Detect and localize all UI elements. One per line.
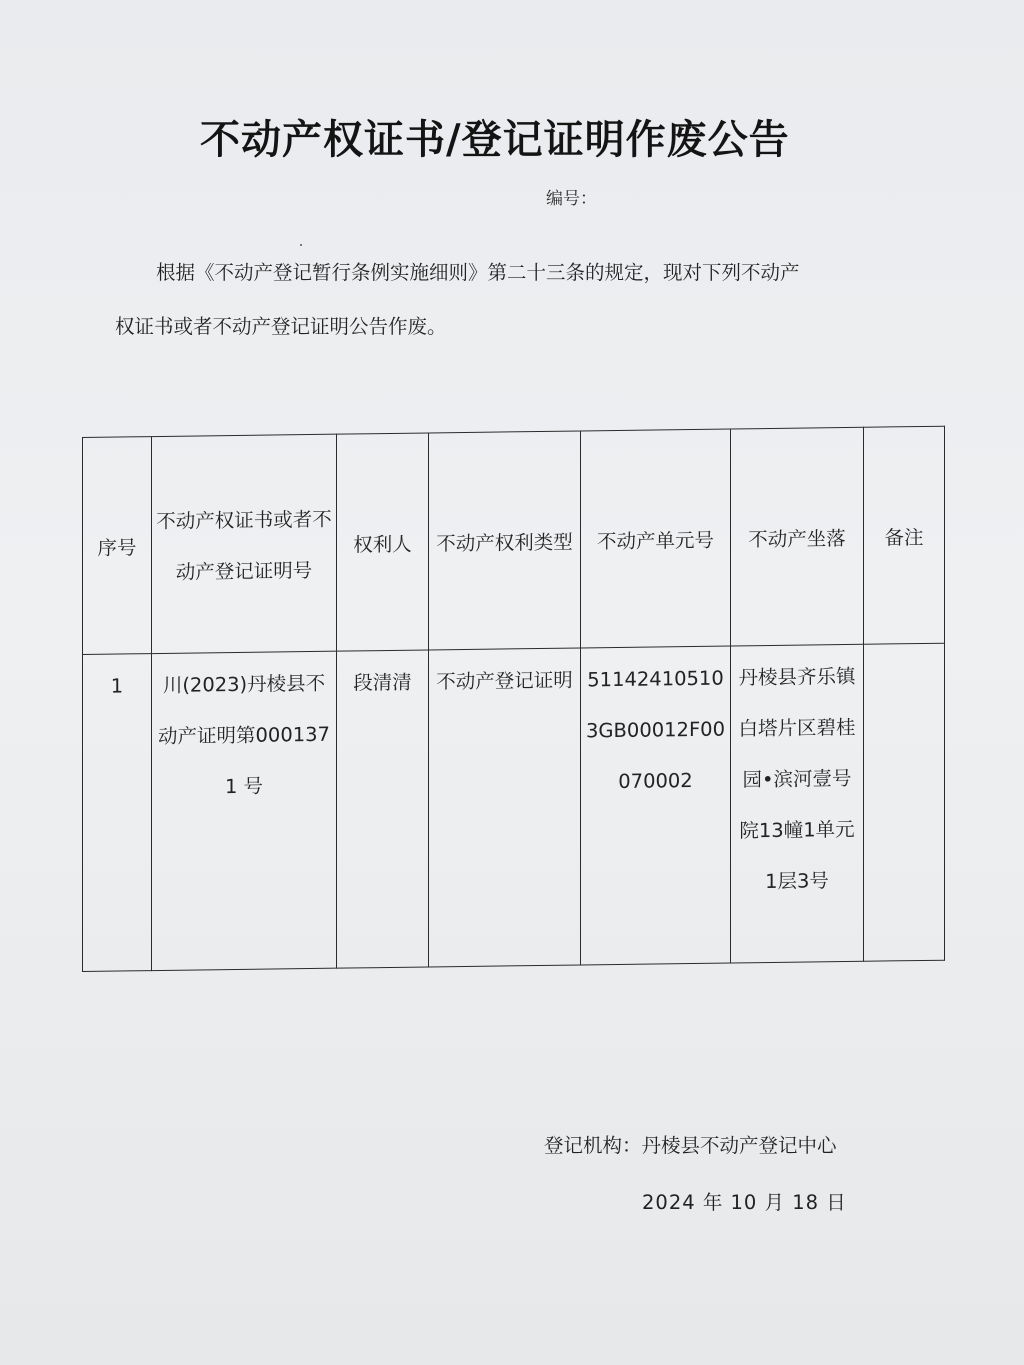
cell-holder: 段清清	[337, 650, 429, 968]
header-unit-no: 不动产单元号	[581, 429, 731, 648]
ink-speck	[300, 244, 302, 246]
notice-body-line-1: 根据《不动产登记暂行条例实施细则》第二十三条的规定，现对下列不动产	[156, 261, 800, 284]
cell-cert-no: 川(2023)丹棱县不动产证明第0001371 号	[152, 651, 337, 970]
notice-body-line-2: 权证书或者不动产登记证明公告作废。	[115, 315, 447, 338]
table-header-row	[83, 426, 945, 654]
cell-unit-no: 511424105103GB00012F00070002	[581, 646, 731, 965]
header-cert-no: 不动产权证书或者不动产登记证明号	[152, 434, 337, 653]
document-number-label: 编号：	[546, 189, 597, 209]
void-notice-table	[82, 426, 945, 972]
header-remarks: 备注	[864, 426, 945, 644]
notice-date: 2024 年 10 月 18 日	[642, 1191, 847, 1214]
registry-organization: 登记机构：丹棱县不动产登记中心	[544, 1134, 837, 1157]
cell-remarks	[864, 643, 945, 961]
cell-right-type: 不动产登记证明	[429, 648, 581, 967]
page-title: 不动产权证书/登记证明作废公告	[200, 116, 790, 163]
header-seq: 序号	[83, 437, 152, 655]
cell-location: 丹棱县齐乐镇白塔片区碧桂园•滨河壹号院13幢1单元1层3号	[731, 644, 864, 963]
table-row	[83, 643, 945, 971]
header-holder: 权利人	[337, 433, 429, 651]
header-right-type: 不动产权利类型	[429, 431, 581, 650]
header-location: 不动产坐落	[731, 427, 864, 646]
cell-seq: 1	[83, 654, 152, 972]
